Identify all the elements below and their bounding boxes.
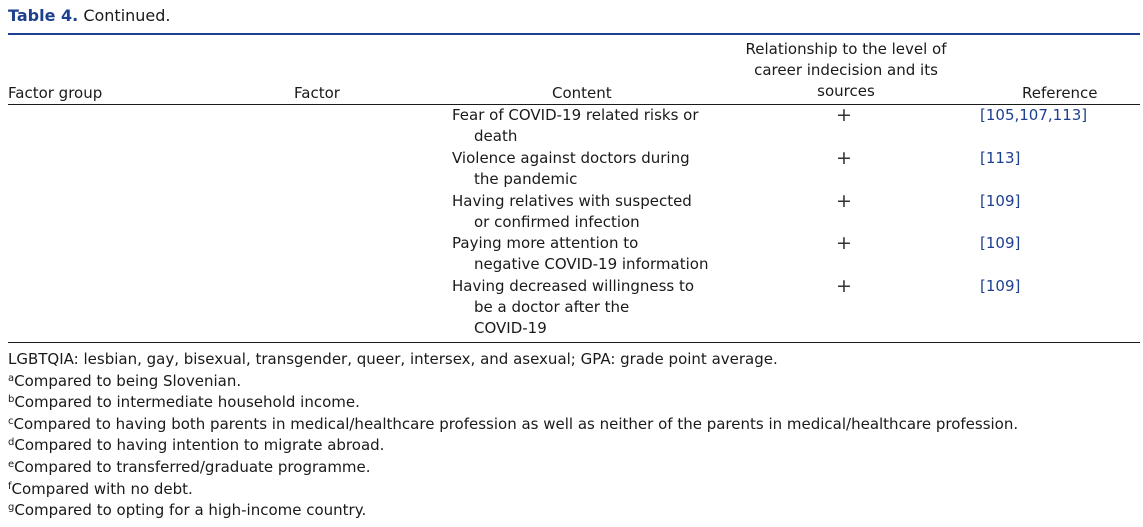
reference-link[interactable]: [105,107,113] xyxy=(980,106,1088,124)
content-line: be a doctor after the xyxy=(474,298,630,316)
content-cell xyxy=(452,233,714,275)
footnote xyxy=(8,457,1018,479)
footnote xyxy=(8,479,1018,501)
table-bottom-rule xyxy=(8,342,1140,343)
header-reference: Reference xyxy=(1022,84,1098,102)
abbreviations-note: LGBTQIA: lesbian, gay, bisexual, transgender, queer, intersex, and asexual; GPA: grade point average. xyxy=(8,350,778,368)
content-line: death xyxy=(474,127,518,145)
content-cell xyxy=(452,191,714,233)
relationship-plus: + xyxy=(836,147,852,169)
footnote-text: Compared to having both parents in medical/healthcare profession as well as neither of the parents in medical/healthcare profession. xyxy=(13,414,1019,433)
reference-link[interactable]: [109] xyxy=(980,277,1021,295)
header-relationship-line: sources xyxy=(817,82,875,100)
content-line: the pandemic xyxy=(474,170,578,188)
header-factor-group: Factor group xyxy=(8,84,103,102)
table-caption-text: Continued. xyxy=(83,6,171,25)
footnote-text: Compared to being Slovenian. xyxy=(14,371,242,390)
content-line: Paying more attention to xyxy=(452,234,639,252)
header-factor: Factor xyxy=(294,84,340,102)
content-line: negative COVID-19 information xyxy=(474,255,709,273)
table-top-rule xyxy=(8,33,1140,35)
relationship-plus: + xyxy=(836,275,852,297)
footnote-text: Compared to opting for a high-income country. xyxy=(14,501,367,520)
content-line: Violence against doctors during xyxy=(452,149,690,167)
content-line: COVID-19 xyxy=(474,319,547,337)
relationship-plus: + xyxy=(836,104,852,126)
content-cell xyxy=(452,105,714,147)
footnote xyxy=(8,435,1018,457)
relationship-plus: + xyxy=(836,190,852,212)
content-line: or confirmed infection xyxy=(474,213,640,231)
content-cell xyxy=(452,276,714,339)
footnote-text: Compared with no debt. xyxy=(11,479,193,498)
footnote-mark: e xyxy=(8,458,15,470)
footnote xyxy=(8,500,1018,522)
reference-link[interactable]: [109] xyxy=(980,192,1021,210)
table-footnotes xyxy=(8,349,1018,522)
header-relationship-line: Relationship to the level of xyxy=(745,40,947,58)
footnote-mark: f xyxy=(8,480,12,492)
content-line: Fear of COVID-19 related risks or xyxy=(452,106,699,124)
header-relationship xyxy=(736,39,956,102)
header-content: Content xyxy=(552,84,612,102)
footnote-mark: c xyxy=(8,415,14,427)
reference-link[interactable]: [109] xyxy=(980,234,1021,252)
content-cell xyxy=(452,148,714,190)
header-relationship-line: career indecision and its xyxy=(754,61,938,79)
table-caption xyxy=(8,6,171,25)
content-line: Having decreased willingness to xyxy=(452,277,695,295)
footnote-mark: g xyxy=(8,502,15,514)
footnote xyxy=(8,392,1018,414)
footnote xyxy=(8,414,1018,436)
relationship-plus: + xyxy=(836,232,852,254)
footnote-text: Compared to having intention to migrate abroad. xyxy=(14,436,385,455)
table-caption-label: Table 4. xyxy=(8,6,79,25)
footnote-mark: b xyxy=(8,394,15,406)
footnote-mark: d xyxy=(8,437,15,449)
content-line: Having relatives with suspected xyxy=(452,192,692,210)
footnote-text: Compared to intermediate household income. xyxy=(14,393,360,412)
reference-link[interactable]: [113] xyxy=(980,149,1021,167)
footnote xyxy=(8,371,1018,393)
footnote-mark: a xyxy=(8,372,15,384)
footnote-text: Compared to transferred/graduate programme. xyxy=(14,457,371,476)
